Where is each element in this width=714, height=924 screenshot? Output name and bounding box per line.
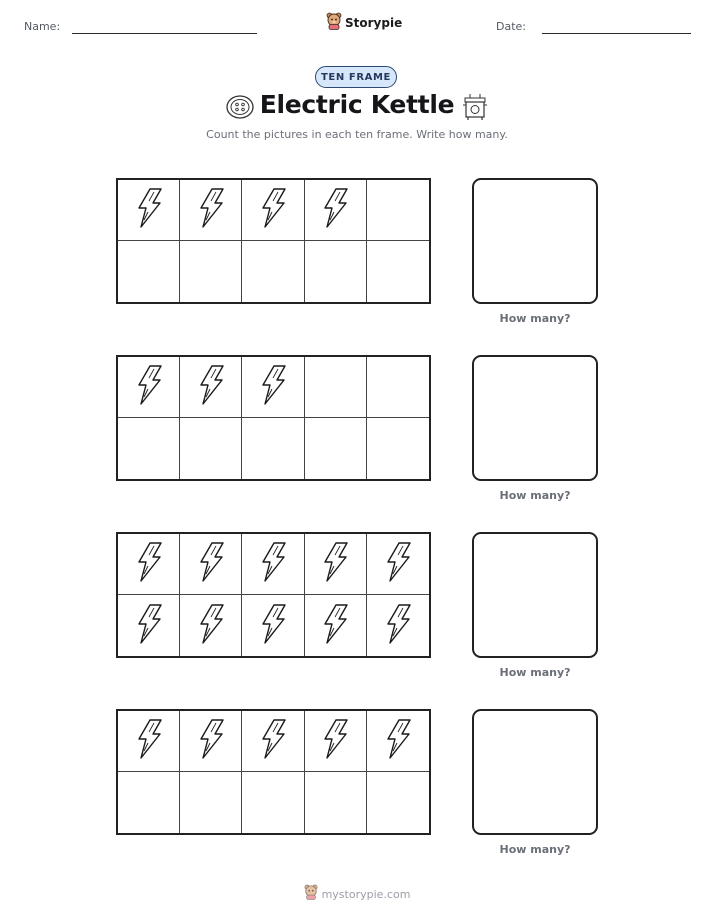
ten-frame-cell	[367, 711, 429, 772]
ten-frame-cell	[242, 772, 304, 833]
ten-frame-cell	[367, 772, 429, 833]
ten-frame-cell	[242, 418, 304, 479]
ten-frame-cell	[242, 595, 304, 656]
ten-frame-cell	[305, 180, 367, 241]
lightning-bolt-icon	[134, 187, 164, 233]
page-title: Electric Kettle	[259, 90, 455, 119]
footer-link[interactable]: mystorypie.com	[321, 887, 411, 901]
ten-frame-cell	[305, 241, 367, 302]
ten-frame-cell	[305, 595, 367, 656]
ten-frame-cell	[118, 595, 180, 656]
ten-frame-cell	[242, 180, 304, 241]
ten-frame-cell	[242, 534, 304, 595]
lightning-bolt-icon	[196, 364, 226, 410]
footer	[0, 884, 714, 904]
lightning-bolt-icon	[320, 718, 350, 764]
lightning-bolt-icon	[320, 187, 350, 233]
lightning-bolt-icon	[134, 541, 164, 587]
lightning-bolt-icon	[134, 364, 164, 410]
ten-frame-cell	[180, 180, 242, 241]
ten-frame-3	[116, 532, 431, 658]
ten-frame-cell	[367, 357, 429, 418]
ten-frame-cell	[118, 241, 180, 302]
answer-box-4[interactable]	[472, 709, 598, 835]
ten-frame-cell	[118, 357, 180, 418]
ten-frame-cell	[180, 711, 242, 772]
brand-name: Storypie	[345, 16, 403, 30]
ten-frame-cell	[305, 772, 367, 833]
lightning-bolt-icon	[320, 603, 350, 649]
ten-frame-cell	[118, 180, 180, 241]
date-line[interactable]	[542, 33, 691, 34]
name-line[interactable]	[72, 33, 257, 34]
how-many-label-4: How many?	[499, 843, 571, 856]
ten-frame-cell	[180, 534, 242, 595]
name-label: Name:	[24, 20, 61, 33]
how-many-label-1: How many?	[499, 312, 571, 325]
lightning-bolt-icon	[134, 603, 164, 649]
ten-frame-cell	[118, 711, 180, 772]
answer-box-3[interactable]	[472, 532, 598, 658]
ten-frame-cell	[180, 772, 242, 833]
lightning-bolt-icon	[258, 364, 288, 410]
ten-frame-4	[116, 709, 431, 835]
lightning-bolt-icon	[196, 541, 226, 587]
ten-frame-cell	[305, 534, 367, 595]
ten-frame-badge: TEN FRAME	[315, 66, 397, 88]
ten-frame-cell	[180, 418, 242, 479]
lightning-bolt-icon	[258, 541, 288, 587]
ten-frame-cell	[180, 357, 242, 418]
date-label: Date:	[496, 20, 526, 33]
ten-frame-cell	[180, 241, 242, 302]
how-many-label-3: How many?	[499, 666, 571, 679]
ten-frame-cell	[367, 418, 429, 479]
ten-frame-cell	[367, 180, 429, 241]
instructions: Count the pictures in each ten frame. Write how many.	[206, 128, 508, 141]
bear-mascot-icon	[326, 12, 342, 34]
ten-frame-cell	[367, 534, 429, 595]
lightning-bolt-icon	[196, 187, 226, 233]
ten-frame-cell	[180, 595, 242, 656]
lightning-bolt-icon	[383, 603, 413, 649]
lightning-bolt-icon	[383, 718, 413, 764]
ten-frame-cell	[242, 711, 304, 772]
lightning-bolt-icon	[196, 603, 226, 649]
ten-frame-2	[116, 355, 431, 481]
lightning-bolt-icon	[383, 541, 413, 587]
ten-frame-1	[116, 178, 431, 304]
lightning-bolt-icon	[258, 718, 288, 764]
ten-frame-cell	[118, 534, 180, 595]
ten-frame-cell	[118, 418, 180, 479]
lightning-bolt-icon	[258, 603, 288, 649]
ten-frame-cell	[305, 711, 367, 772]
ten-frame-cell	[242, 241, 304, 302]
lightning-bolt-icon	[258, 187, 288, 233]
answer-box-2[interactable]	[472, 355, 598, 481]
ten-frame-cell	[367, 241, 429, 302]
brand-logo	[326, 12, 402, 34]
lightning-bolt-icon	[134, 718, 164, 764]
ten-frame-cell	[305, 357, 367, 418]
stove-icon	[461, 92, 489, 126]
lightning-bolt-icon	[196, 718, 226, 764]
ten-frame-cell	[242, 357, 304, 418]
bear-mascot-icon	[304, 884, 318, 904]
ten-frame-cell	[305, 418, 367, 479]
ten-frame-cell	[118, 772, 180, 833]
ten-frame-cell	[367, 595, 429, 656]
answer-box-1[interactable]	[472, 178, 598, 304]
lightning-bolt-icon	[320, 541, 350, 587]
how-many-label-2: How many?	[499, 489, 571, 502]
